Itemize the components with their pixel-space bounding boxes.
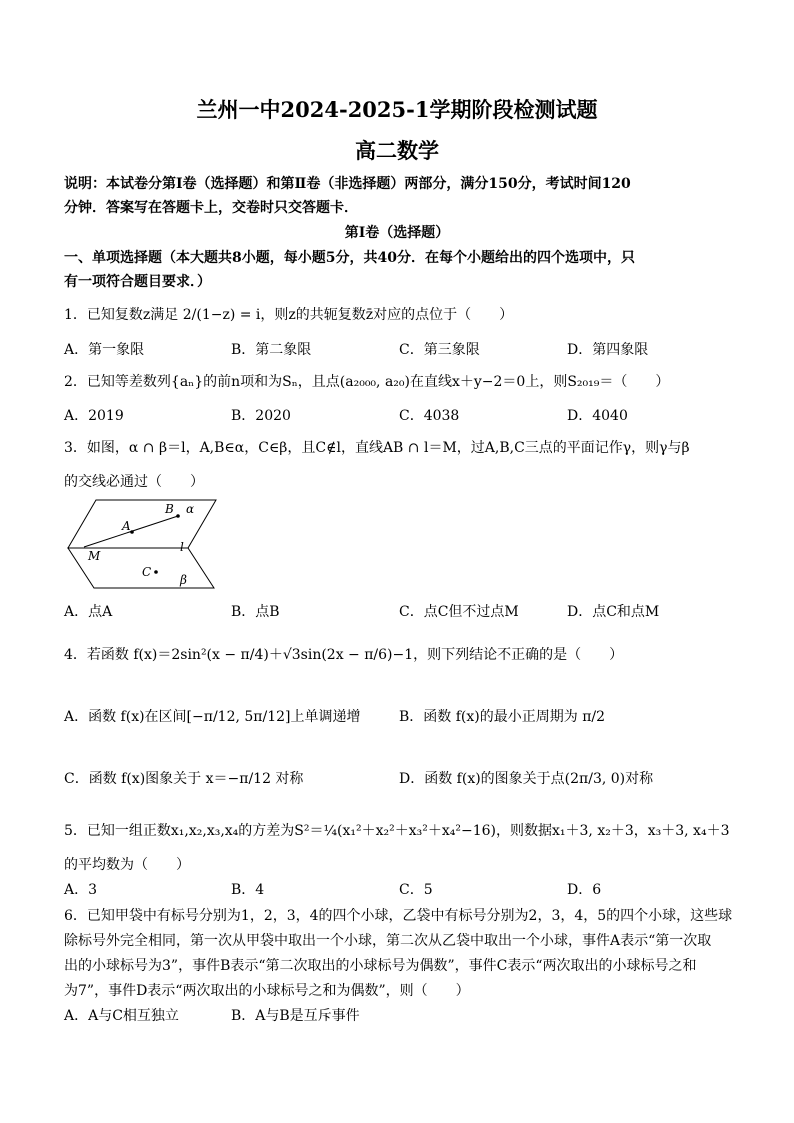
- q6-line-3: 出的小球标号为3”，事件B表示“第二次取出的小球标号为偶数”，事件C表示“两次取出的小球标号之和: [64, 958, 697, 974]
- q5-stem-line-1: 5．已知一组正数x₁,x₂,x₃,x₄的方差为S²＝¼(x₁²＋x₂²＋x₃²＋x₄²−16)，则数据x₁＋3, x₂＋3，x₃＋3, x₄＋3: [64, 823, 730, 839]
- label-beta: β: [180, 573, 187, 587]
- label-a: A: [122, 519, 131, 533]
- label-b: B: [165, 502, 174, 516]
- q2-option-d: D．4040: [567, 408, 628, 424]
- label-alpha: α: [186, 502, 195, 516]
- part1-title: 第Ⅰ卷（选择题）: [344, 225, 450, 241]
- section1-line-1: 一、单项选择题（本大题共8小题，每小题5分，共40分．在每个小题给出的四个选项中，只: [64, 250, 635, 266]
- instructions-line-1: 说明：本试卷分第Ⅰ卷（选择题）和第Ⅱ卷（非选择题）两部分，满分150分，考试时间120: [64, 176, 631, 192]
- exam-subject: 高二数学: [355, 138, 439, 163]
- label-m: M: [88, 549, 101, 563]
- q3-option-b: B．点B: [231, 604, 280, 620]
- q5-stem-line-2: 的平均数为（ ）: [64, 857, 190, 873]
- q4-option-b: B．函数 f(x)的最小正周期为 π/2: [399, 709, 606, 725]
- point-b-dot: [176, 514, 180, 518]
- q4-stem: 4．若函数 f(x)＝2sin²(x − π/4)＋√3sin(2x − π/6)−1，则下列结论不正确的是（ ）: [64, 647, 624, 663]
- point-c-dot: [154, 570, 158, 574]
- q4-option-c: C．函数 f(x)图象关于 x＝−π/12 对称: [64, 771, 304, 787]
- q6-line-1: 6．已知甲袋中有标号分别为1，2，3，4的四个小球，乙袋中有标号分别为2，3，4，5的四个小球，这些球: [64, 908, 733, 924]
- q2-option-b: B．2020: [231, 408, 291, 424]
- q6-line-4: 为7”，事件D表示“两次取出的小球标号之和为偶数”，则（ ）: [64, 983, 470, 999]
- q3-option-a: A．点A: [64, 604, 113, 620]
- q5-option-a: A．3: [64, 882, 98, 898]
- q4-option-d: D．函数 f(x)的图象关于点(2π/3, 0)对称: [399, 771, 654, 787]
- label-c: C: [142, 565, 152, 579]
- q1-option-d: D．第四象限: [567, 342, 649, 358]
- point-a-dot: [130, 530, 134, 534]
- q1-option-a: A．第一象限: [64, 342, 145, 358]
- q6-option-a: A．A与C相互独立: [64, 1008, 179, 1024]
- q2-option-c: C．4038: [399, 408, 460, 424]
- q3-stem-line-1: 3．如图，α ∩ β＝l，A,B∈α，C∈β，且C∉l，直线AB ∩ l＝M，过A,B,C三点的平面记作γ，则γ与β: [64, 440, 690, 456]
- q3-option-d: D．点C和点M: [567, 604, 660, 620]
- q5-option-c: C．5: [399, 882, 433, 898]
- q6-option-b: B．A与B是互斥事件: [231, 1008, 360, 1024]
- q2-option-a: A．2019: [64, 408, 124, 424]
- section1-line-2: 有一项符合题目要求．）: [64, 274, 211, 290]
- q5-option-b: B．4: [231, 882, 265, 898]
- q3-stem-line-2: 的交线必通过（ ）: [64, 474, 204, 490]
- exam-title: 兰州一中2024-2025-1学期阶段检测试题: [196, 97, 598, 122]
- instructions-line-2: 分钟．答案写在答题卡上，交卷时只交答题卡．: [64, 200, 358, 216]
- q1-option-c: C．第三象限: [399, 342, 480, 358]
- q3-option-c: C．点C但不过点M: [399, 604, 519, 620]
- q1-stem: 1．已知复数z满足 2/(1−z) = i，则z的共轭复数z̄对应的点位于（ ）: [64, 307, 514, 323]
- q5-option-d: D．6: [567, 882, 602, 898]
- q2-stem: 2．已知等差数列{aₙ}的前n项和为Sₙ，且点(a₂₀₀₀, a₂₀)在直线x＋y−2＝0上，则S₂₀₁₉＝（ ）: [64, 374, 670, 390]
- q4-option-a: A．函数 f(x)在区间[−π/12, 5π/12]上单调递增: [64, 709, 361, 725]
- q6-line-2: 除标号外完全相同，第一次从甲袋中取出一个小球，第二次从乙袋中取出一个小球，事件A表示“第一次取: [64, 933, 712, 949]
- q1-option-b: B．第二象限: [231, 342, 312, 358]
- q3-planes-figure: [64, 494, 224, 594]
- label-l: l: [180, 540, 184, 554]
